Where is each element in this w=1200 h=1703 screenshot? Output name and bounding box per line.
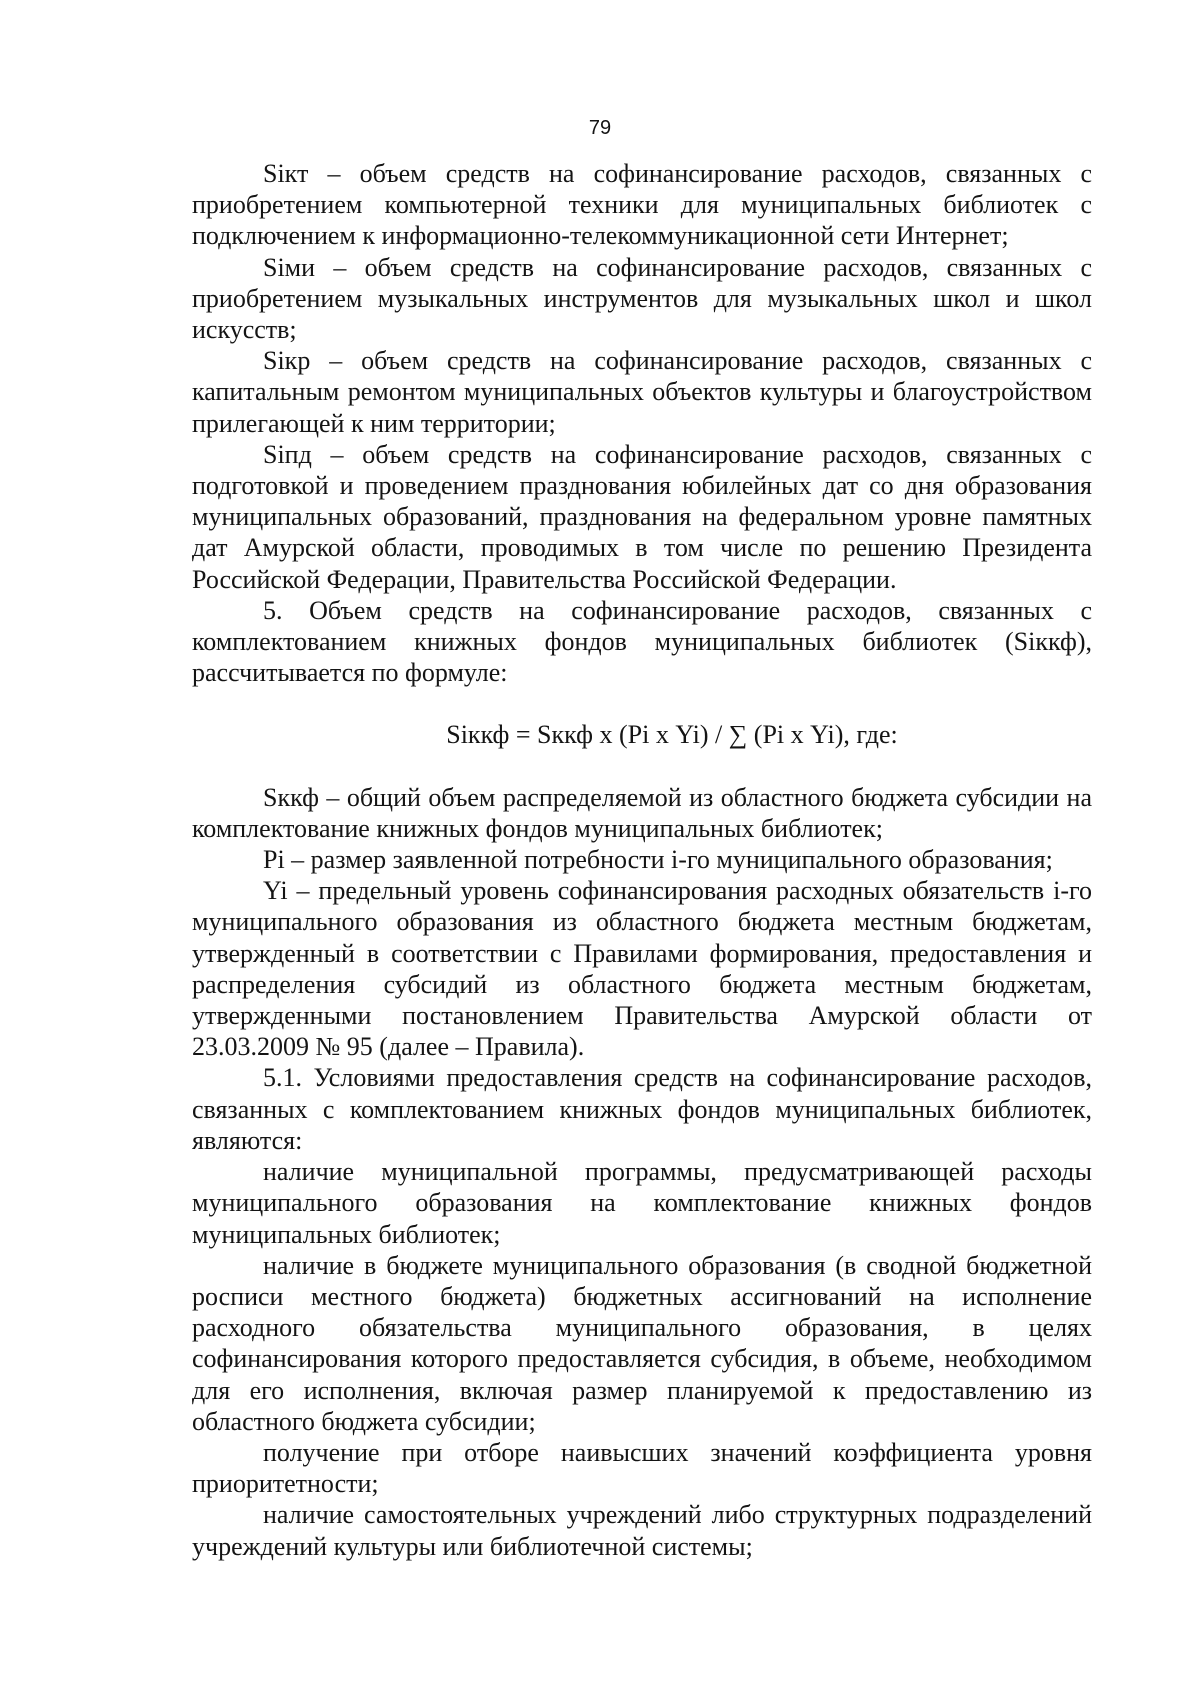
- paragraph-section-5: 5. Объем средств на софинансирование расходов, связанных с комплектованием книжных фондов муниципальных библиотек (Sіккф), рассчитывается по формуле:: [192, 595, 1092, 688]
- formula: Sіккф = Sккф х (Pi х Yi) / ∑ (Pi х Yi), где:: [446, 720, 898, 750]
- page-number: 79: [588, 117, 612, 139]
- paragraph-simi: Sіми – объем средств на софинансирование расходов, связанных с приобретением музыкальных инструментов для музыкальных школ и школ искусств;: [192, 252, 1092, 345]
- paragraph-pi: Pi – размер заявленной потребности i-го муниципального образования;: [263, 845, 1053, 875]
- paragraph-sikt: Sікт – объем средств на софинансирование расходов, связанных с приобретением компьютерной техники для муниципальных библиотек с подключением к информационно-телекоммуникационной сети Интернет;: [192, 159, 1092, 251]
- condition-priority: получение при отборе наивысших значений коэффициента уровня приоритетности;: [192, 1437, 1092, 1499]
- paragraph-sikr: Sікр – объем средств на софинансирование расходов, связанных с капитальным ремонтом муниципальных объектов культуры и благоустройством прилегающей к ним территории;: [192, 346, 1092, 438]
- condition-institutions: наличие самостоятельных учреждений либо структурных подразделений учреждений культуры или библиотечной системы;: [192, 1500, 1092, 1561]
- paragraph-sipd: Sіпд – объем средств на софинансирование расходов, связанных с подготовкой и проведением празднования юбилейных дат со дня образования муниципальных образований, празднования на федеральном уровне памятных дат Амурской области, проводимых в том числе по решению Президента Российской Федерации, Правительства Российской Федерации.: [192, 439, 1092, 594]
- condition-program: наличие муниципальной программы, предусматривающей расходы муниципального образования на комплектование книжных фондов муниципальных библиотек;: [192, 1157, 1092, 1249]
- condition-budget: наличие в бюджете муниципального образования (в сводной бюджетной росписи местного бюджета) бюджетных ассигнований на исполнение расходного обязательства муниципального образования, в целях софинансирования которого предоставляется субсидия, в объеме, необходимом для его исполнения, включая размер планируемой к предоставлению из областного бюджета субсидии;: [192, 1250, 1092, 1436]
- document-body: [192, 158, 1092, 1562]
- paragraph-skkf: Sккф – общий объем распределяемой из областного бюджета субсидии на комплектование книжных фондов муниципальных библиотек;: [192, 782, 1092, 843]
- paragraph-section-5-1: 5.1. Условиями предоставления средств на софинансирование расходов, связанных с комплектованием книжных фондов муниципальных библиотек, являются:: [192, 1063, 1092, 1155]
- paragraph-yi: Yi – предельный уровень софинансирования расходных обязательств i-го муниципального образования из областного бюджета местным бюджетам, утвержденный в соответствии с Правилами формирования, предоставления и распределения субсидий из областного бюджета местным бюджетам, утвержденными постановлением Правительства Амурской области от 23.03.2009 № 95 (далее – Правила).: [192, 876, 1092, 1062]
